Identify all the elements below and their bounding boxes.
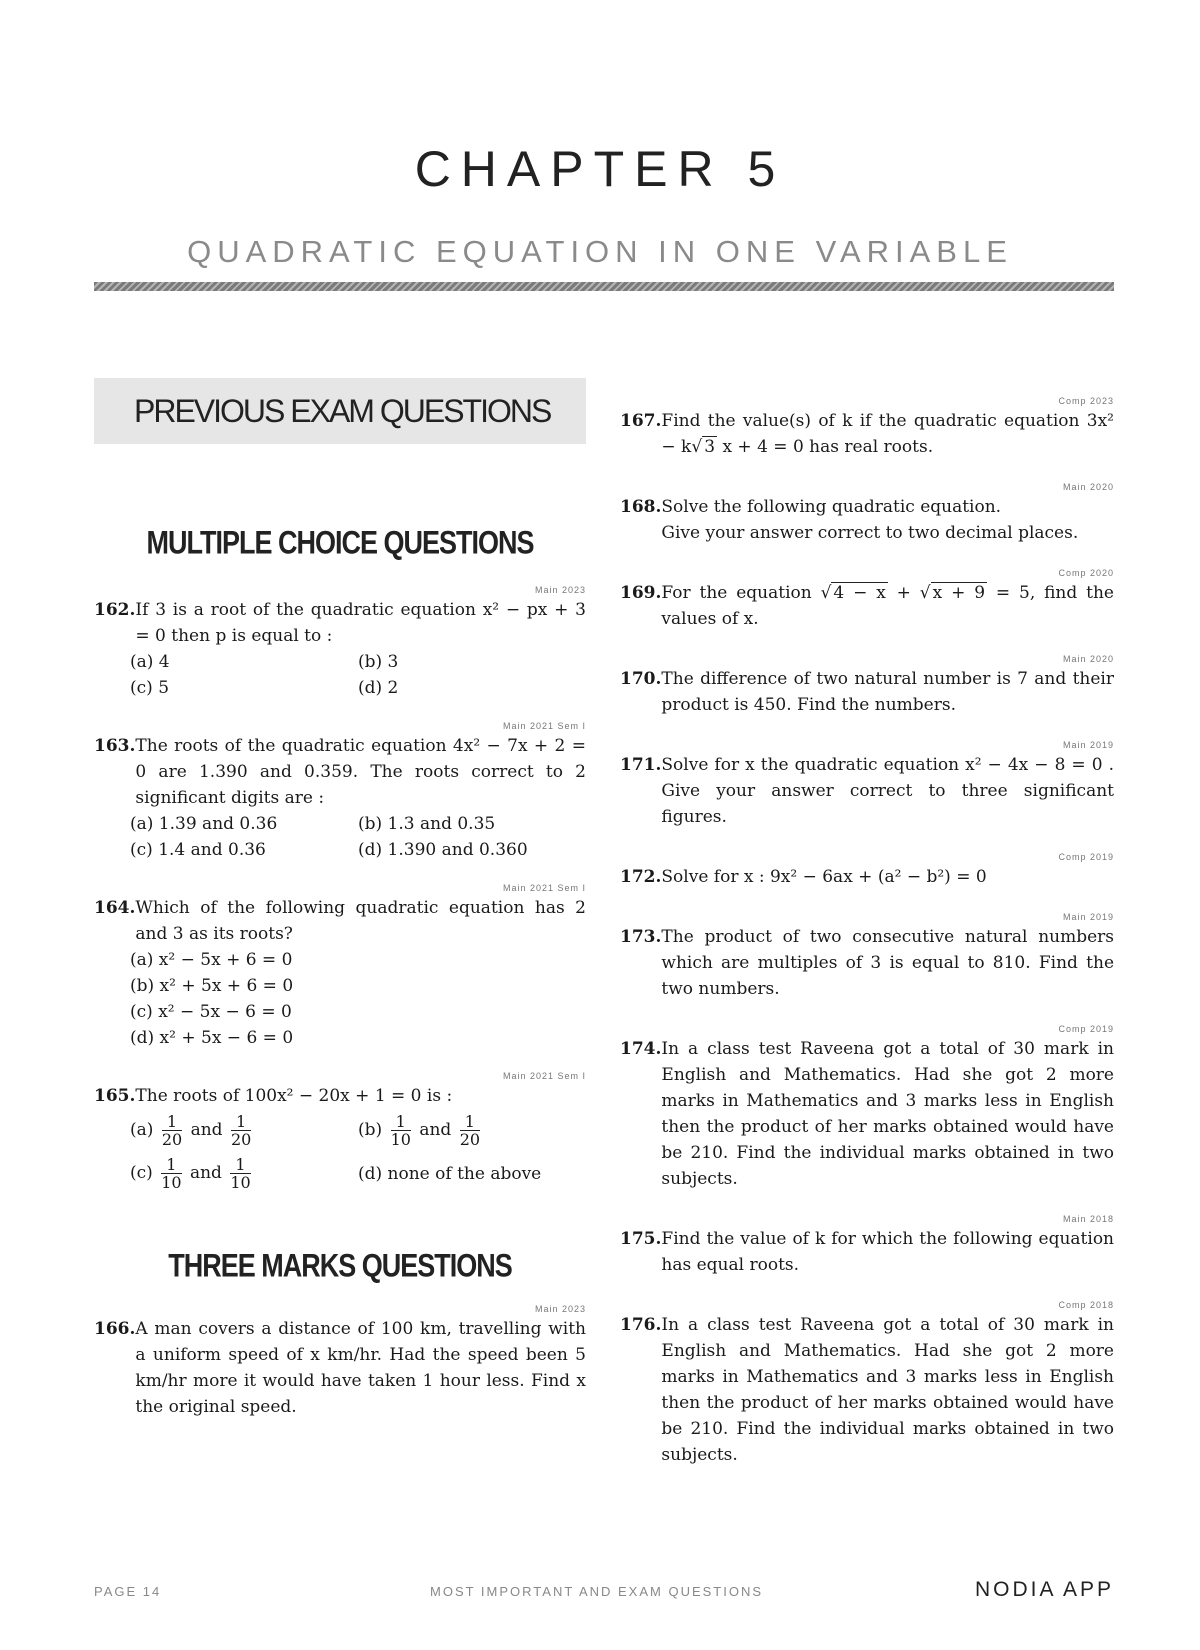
question-164 xyxy=(94,883,586,1051)
option-c: (c) x² − 5x − 6 = 0 xyxy=(130,1002,292,1022)
question-number: 164. xyxy=(94,898,136,918)
question-text: Solve the following quadratic equation. Give your answer correct to two decimal places. xyxy=(661,497,1079,543)
question-tag: Main 2019 xyxy=(1062,740,1114,750)
question-text: In a class test Raveena got a total of 30 mark in English and Mathematics. Had she got 2 more marks in Mathematics and 3 marks less in English then the product of her marks obtained would have be 210. Find the individual marks obtained in two subjects. xyxy=(661,1039,1114,1189)
question-162 xyxy=(94,585,586,701)
option-b: (b) 1.3 and 0.35 xyxy=(358,814,496,834)
question-number: 175. xyxy=(620,1229,662,1249)
question-tag: Main 2021 Sem I xyxy=(502,721,586,731)
question-163 xyxy=(94,721,586,863)
question-166 xyxy=(94,1304,586,1420)
chapter-subtitle: QUADRATIC EQUATION IN ONE VARIABLE xyxy=(187,234,1013,269)
option-c: (c) 5 xyxy=(130,678,170,698)
option-b: (b) x² + 5x + 6 = 0 xyxy=(130,976,294,996)
question-number: 167. xyxy=(620,411,662,431)
option-d: (d) 2 xyxy=(358,678,399,698)
question-text: Solve for x the quadratic equation x² − 4x − 8 = 0 . Give your answer correct to three significant figures. xyxy=(661,755,1114,827)
brand-name: NODIA APP xyxy=(974,1578,1114,1601)
question-text: In a class test Raveena got a total of 30 mark in English and Mathematics. Had she got 2 more marks in Mathematics and 3 marks less in English then the product of her marks obtained would have be 210. Find the individual marks obtained in two subjects. xyxy=(661,1315,1114,1465)
question-176 xyxy=(620,1300,1114,1468)
option-a: (a) 1.39 and 0.36 xyxy=(130,814,278,834)
question-text: If 3 is a root of the quadratic equation x² − px + 3 = 0 then p is equal to : xyxy=(135,600,586,646)
question-text: For the equation √ 4 − x + √ x + 9 = 5, find the values of x. xyxy=(661,583,1114,629)
question-number: 171. xyxy=(620,755,662,775)
option-c: (c) $\frac{1}{10}$ and $\frac{1}{10}$ xyxy=(130,1155,251,1192)
question-text: The difference of two natural number is 7 and their product is 450. Find the numbers. xyxy=(661,669,1114,715)
option-a: (a) x² − 5x + 6 = 0 xyxy=(130,950,293,970)
question-tag: Comp 2018 xyxy=(1058,1300,1114,1310)
question-number: 163. xyxy=(94,736,136,756)
question-number: 173. xyxy=(620,927,662,947)
right-column xyxy=(620,396,1114,1468)
option-a: (a) 4 xyxy=(130,652,170,672)
question-text: Solve for x : 9x² − 6ax + (a² − b²) = 0 xyxy=(661,867,987,887)
question-172 xyxy=(620,852,1114,890)
question-tag: Main 2023 xyxy=(534,585,586,595)
title-divider xyxy=(94,282,1114,291)
option-a: (a) $\frac{1}{20}$ and $\frac{1}{20}$ xyxy=(130,1112,252,1149)
question-173 xyxy=(620,912,1114,1002)
three-marks-heading: THREE MARKS QUESTIONS xyxy=(168,1247,512,1284)
question-text: The roots of 100x² − 20x + 1 = 0 is : xyxy=(135,1086,453,1106)
question-tag: Comp 2020 xyxy=(1058,568,1114,578)
question-number: 176. xyxy=(620,1315,662,1335)
question-tag: Comp 2019 xyxy=(1058,852,1114,862)
question-tag: Main 2019 xyxy=(1062,912,1114,922)
question-tag: Main 2021 Sem I xyxy=(502,1071,586,1081)
question-number: 170. xyxy=(620,669,662,689)
question-number: 169. xyxy=(620,583,662,603)
question-167 xyxy=(620,396,1114,460)
page-number: PAGE 14 xyxy=(94,1584,162,1599)
question-number: 165. xyxy=(94,1086,136,1106)
question-tag: Main 2018 xyxy=(1062,1214,1114,1224)
question-text: Find the value of k for which the following equation has equal roots. xyxy=(661,1229,1114,1275)
previous-exam-banner: PREVIOUS EXAM QUESTIONS xyxy=(94,378,586,444)
option-b: (b) $\frac{1}{10}$ and $\frac{1}{20}$ xyxy=(358,1112,481,1149)
question-tag: Main 2021 Sem I xyxy=(502,883,586,893)
question-169 xyxy=(620,568,1114,632)
question-number: 174. xyxy=(620,1039,662,1059)
question-number: 162. xyxy=(94,600,136,620)
question-tag: Main 2020 xyxy=(1062,654,1114,664)
question-text: The roots of the quadratic equation 4x² − 7x + 2 = 0 are 1.390 and 0.359. The roots correct to 2 significant digits are : xyxy=(135,736,586,808)
option-d: (d) none of the above xyxy=(358,1163,542,1184)
question-text: A man covers a distance of 100 km, travelling with a uniform speed of x km/hr. Had the speed been 5 km/hr more it would have taken 1 hour less. Find x the original speed. xyxy=(135,1319,586,1417)
option-c: (c) 1.4 and 0.36 xyxy=(130,840,266,860)
question-175 xyxy=(620,1214,1114,1278)
mcq-heading: MULTIPLE CHOICE QUESTIONS xyxy=(146,524,534,561)
option-d: (d) x² + 5x − 6 = 0 xyxy=(130,1028,294,1048)
question-165 xyxy=(94,1071,586,1191)
question-168 xyxy=(620,482,1114,546)
left-column xyxy=(94,378,586,1420)
question-tag: Comp 2019 xyxy=(1058,1024,1114,1034)
question-number: 168. xyxy=(620,497,662,517)
question-tag: Main 2020 xyxy=(1062,482,1114,492)
question-text: The product of two consecutive natural numbers which are multiples of 3 is equal to 810. Find the two numbers. xyxy=(661,927,1114,999)
option-b: (b) 3 xyxy=(358,652,399,672)
question-tag: Main 2023 xyxy=(534,1304,586,1314)
question-number: 172. xyxy=(620,867,662,887)
question-174 xyxy=(620,1024,1114,1192)
question-number: 166. xyxy=(94,1319,136,1339)
question-tag: Comp 2023 xyxy=(1058,396,1114,406)
question-171 xyxy=(620,740,1114,830)
chapter-title: CHAPTER 5 xyxy=(414,141,786,197)
option-d: (d) 1.390 and 0.360 xyxy=(358,840,528,860)
question-text: Find the value(s) of k if the quadratic equation 3x² − k√ 3 x + 4 = 0 has real roots. xyxy=(661,411,1114,457)
question-170 xyxy=(620,654,1114,718)
question-text: Which of the following quadratic equation has 2 and 3 as its roots? xyxy=(135,898,586,944)
footer-title: MOST IMPORTANT AND EXAM QUESTIONS xyxy=(430,1584,764,1599)
